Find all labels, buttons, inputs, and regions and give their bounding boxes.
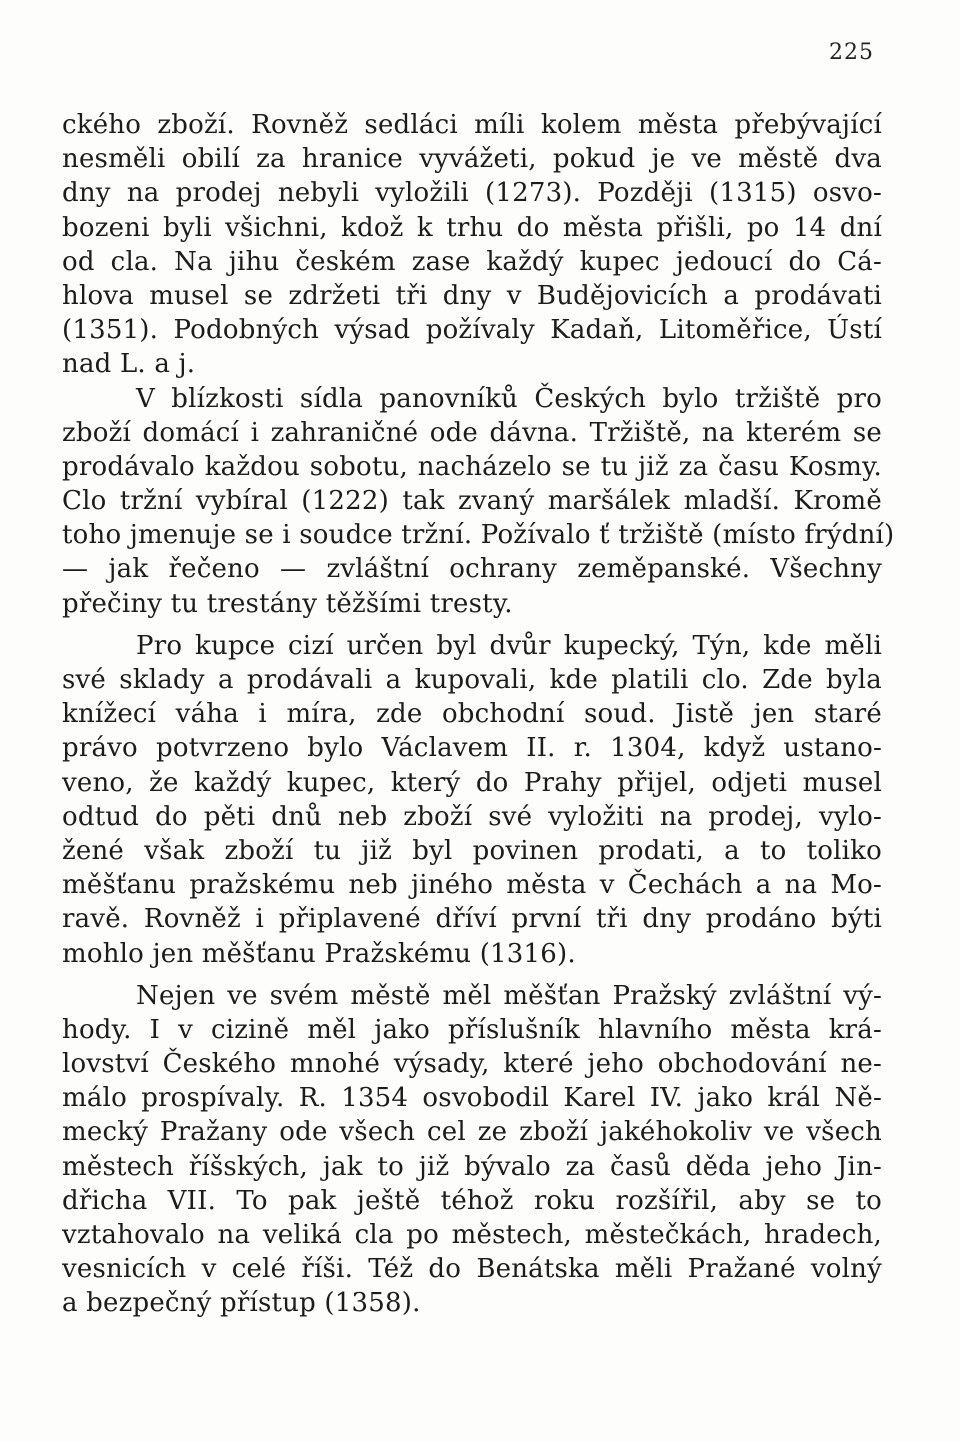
text-line: hody. I v cizině měl jako příslušník hlavního města krá- (62, 1014, 882, 1045)
text-line: — jak řečeno — zvláštní ochrany zeměpanské. Všechny (62, 554, 882, 585)
text-line: zboží domácí i zahraničné ode dávna. Tržiště, na kterém se (62, 417, 882, 448)
text-line: vesnicích v celé říši. Též do Benátska měli Pražané volný (62, 1254, 882, 1285)
text-line: mecký Pražany ode všech cel ze zboží jakéhokoliv ve všech (62, 1117, 882, 1148)
text-line: právo potvrzeno bylo Václavem II. r. 1304, když ustano- (62, 733, 882, 764)
text-line: bozeni byli všichni, kdož k trhu do města přišli, po 14 dní (62, 212, 882, 243)
text-line: veno, že každý kupec, který do Prahy přijel, odjeti musel (62, 767, 882, 798)
text-line: Nejen ve svém městě měl měšťan Pražský zvláštní vý- (136, 980, 882, 1011)
paragraph-gap (62, 971, 882, 979)
text-line: žené však zboží tu již byl povinen prodati, a to toliko (62, 835, 882, 866)
text-line: od cla. Na jihu českém zase každý kupec jedoucí do Cá- (62, 246, 882, 277)
text-line: hlova musel se zdržeti tři dny v Budějovicích a prodávati (62, 280, 882, 311)
text-line: měšťanu pražskému neb jiného města v Čechách a na Mo- (62, 870, 882, 901)
paragraph-2 (62, 382, 895, 621)
text-line: dny na prodej nebyli vyložili (1273). Později (1315) osvo- (62, 178, 882, 209)
text-line: nesměli obilí za hranice vyvážeti, pokud je ve městě dva (62, 144, 882, 175)
text-line: toho jmenuje se i soudce tržní. Požívalo ť tržiště (místo frýdní) (62, 520, 895, 551)
paragraph-gap (62, 621, 882, 629)
paragraph-1 (62, 108, 882, 382)
text-line: málo prospívaly. R. 1354 osvobodil Karel IV. jako král Ně- (62, 1083, 882, 1114)
text-line: lovství Českého mnohé výsady, které jeho obchodování ne- (62, 1049, 882, 1080)
text-line: a bezpečný přístup (1358). (62, 1288, 421, 1319)
text-line: nad L. a j. (62, 349, 196, 380)
text-line: mohlo jen měšťanu Pražskému (1316). (62, 938, 576, 969)
body-text (62, 108, 895, 1321)
text-line: prodávalo každou sobotu, nacházelo se tu již za času Kosmy. (62, 451, 882, 482)
text-line: přečiny tu trestány těžšími tresty. (62, 588, 513, 619)
text-line: Clo tržní vybíral (1222) tak zvaný maršálek mladší. Kromě (62, 486, 882, 517)
text-line: dřicha VII. To pak ještě téhož roku rozšířil, aby se to (62, 1185, 882, 1216)
text-line: své sklady a prodávali a kupovali, kde platili clo. Zde byla (62, 665, 882, 695)
text-line: (1351). Podobných výsad požívaly Kadaň, Litoměřice, Ústí (62, 315, 882, 346)
paragraph-3 (62, 629, 882, 971)
text-line: ravě. Rovněž i připlavené dříví první tři dny prodáno býti (62, 904, 882, 935)
page-number: 225 (829, 40, 874, 65)
text-line: odtud do pěti dnů neb zboží své vyložiti na prodej, vylo- (62, 801, 882, 832)
text-line: Pro kupce cizí určen byl dvůr kupecký, Týn, kde měli (136, 630, 882, 661)
text-line: vztahovalo na veliká cla po městech, městečkách, hradech, (62, 1220, 882, 1250)
text-line: městech říšských, jak to již bývalo za časů děda jeho Jin- (62, 1151, 882, 1182)
text-line: ckého zboží. Rovněž sedláci míli kolem města přebývající (62, 110, 882, 140)
text-line: knížecí váha i míra, zde obchodní soud. Jistě jen staré (62, 699, 882, 730)
paragraph-4 (62, 979, 882, 1321)
text-line: V blízkosti sídla panovníků Českých bylo tržiště pro (136, 383, 882, 414)
